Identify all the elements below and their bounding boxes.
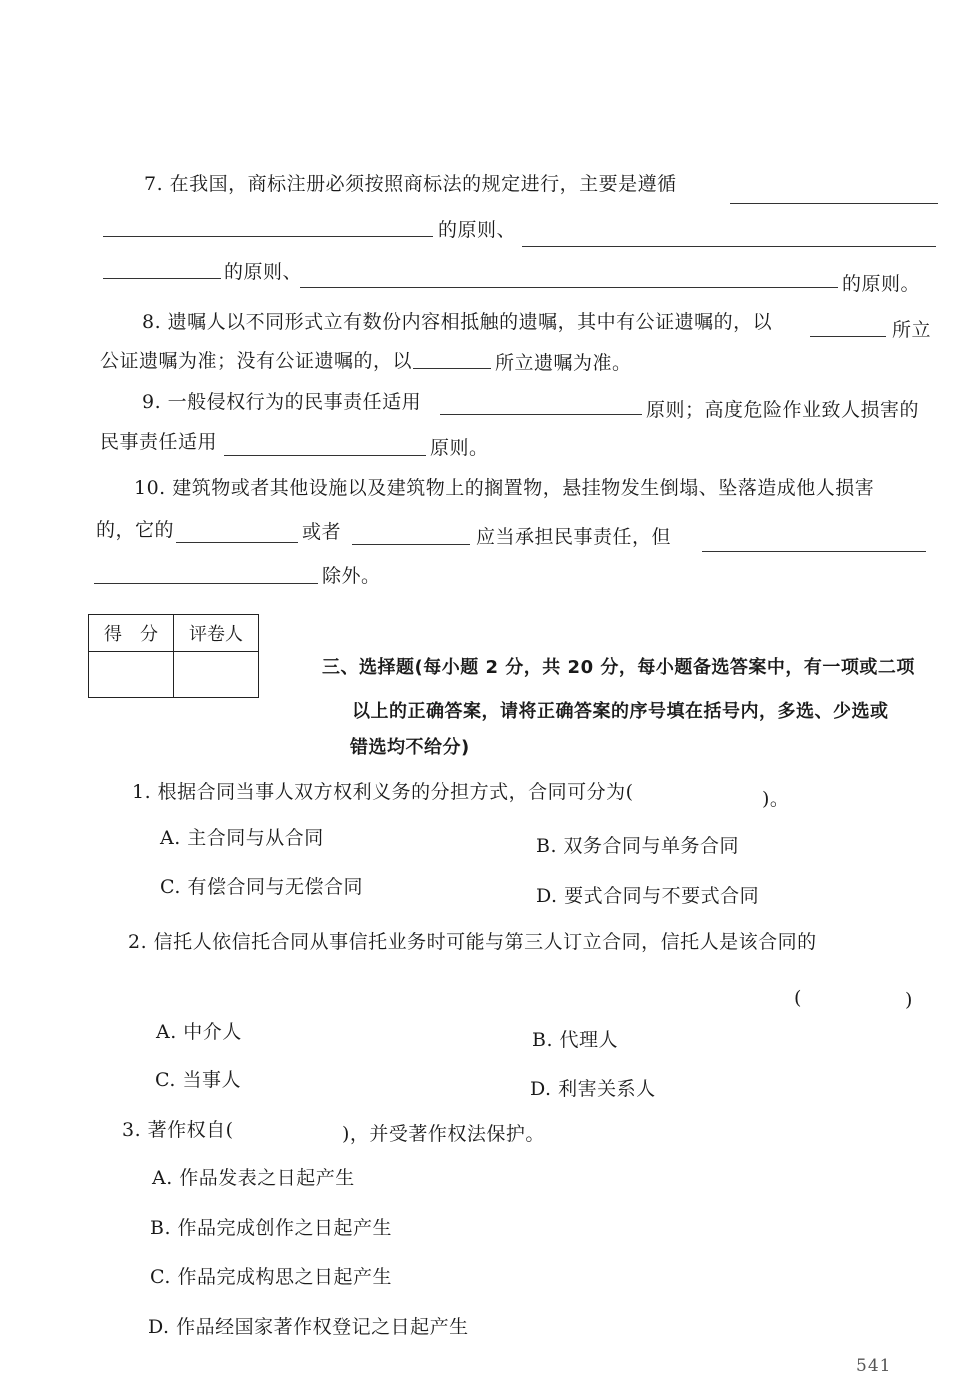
q8-line1: 8. 遗嘱人以不同形式立有数份内容相抵触的遗嘱，其中有公证遗嘱的，以 (142, 311, 773, 333)
q7-line3-end: 的原则。 (842, 273, 921, 295)
choice-q1-option-b[interactable]: B. 双务合同与单务合同 (536, 835, 740, 857)
choice-q1-option-c[interactable]: C. 有偿合同与无偿合同 (160, 876, 363, 898)
section3-heading-line3: 错选均不给分) (350, 737, 470, 758)
choice-q3-option-a[interactable]: A. 作品发表之日起产生 (152, 1167, 355, 1189)
q8-line1-end: 所立 (892, 319, 932, 341)
q7-line2-text: 的原则、 (438, 219, 517, 241)
q10-blank-3[interactable] (702, 551, 926, 552)
choice-q3-stem: 3. 著作权自( (122, 1119, 234, 1141)
choice-q3-option-b[interactable]: B. 作品完成创作之日起产生 (150, 1217, 393, 1239)
choice-q2-option-b[interactable]: B. 代理人 (532, 1029, 619, 1051)
choice-q1-option-d[interactable]: D. 要式合同与不要式合同 (536, 885, 760, 907)
grader-label: 评卷人 (174, 615, 259, 652)
q10-blank-4[interactable] (94, 583, 318, 584)
q7-blank-3[interactable] (522, 246, 936, 247)
choice-q3-option-d[interactable]: D. 作品经国家著作权登记之日起产生 (148, 1316, 469, 1338)
choice-q2-open: ( (794, 987, 802, 1009)
choice-q2-option-a[interactable]: A. 中介人 (156, 1021, 242, 1043)
q9-line2: 民事责任适用 (100, 431, 218, 453)
page-number: 541 (856, 1356, 892, 1376)
score-box (88, 614, 259, 698)
q7-blank-2[interactable] (103, 236, 433, 237)
q7-line1: 7. 在我国，商标注册必须按照商标法的规定进行，主要是遵循 (144, 173, 677, 195)
choice-q2-stem: 2. 信托人依信托合同从事信托业务时可能与第三人订立合同，信托人是该合同的 (128, 931, 817, 953)
q10-line2-a: 的，它的 (96, 519, 175, 541)
q7-blank-1[interactable] (730, 203, 938, 204)
grader-cell[interactable] (174, 652, 259, 698)
choice-q2-option-c[interactable]: C. 当事人 (155, 1069, 241, 1091)
q10-blank-1[interactable] (176, 542, 298, 543)
choice-q1-stem: 1. 根据合同当事人双方权利义务的分担方式，合同可分为( (132, 781, 634, 803)
q9-line1-end: 原则；高度危险作业致人损害的 (646, 399, 920, 421)
choice-q1-option-a[interactable]: A. 主合同与从合同 (160, 827, 324, 849)
choice-q2-close: ) (905, 989, 913, 1011)
q7-line3-text: 的原则、 (224, 261, 303, 283)
q9-line1: 9. 一般侵权行为的民事责任适用 (142, 391, 422, 413)
choice-q1-close: )。 (762, 788, 790, 810)
q10-line1: 10. 建筑物或者其他设施以及建筑物上的搁置物，悬挂物发生倒塌、坠落造成他人损害 (134, 477, 875, 499)
choice-q3-rest: )，并受著作权法保护。 (342, 1123, 545, 1145)
q9-blank-1[interactable] (440, 414, 642, 415)
q7-blank-4[interactable] (103, 278, 221, 279)
q9-blank-2[interactable] (224, 455, 426, 456)
q8-line2: 公证遗嘱为准；没有公证遗嘱的，以 (100, 350, 413, 372)
q10-blank-2[interactable] (352, 544, 470, 545)
section3-heading-line1: 三、选择题(每小题 2 分，共 20 分，每小题备选答案中，有一项或二项 (322, 657, 915, 678)
q7-blank-5[interactable] (300, 287, 838, 288)
score-cell[interactable] (89, 652, 174, 698)
q10-line2-b: 或者 (302, 521, 342, 543)
q8-blank-1[interactable] (810, 336, 886, 337)
q8-line2-end: 所立遗嘱为准。 (495, 352, 632, 374)
choice-q2-option-d[interactable]: D. 利害关系人 (530, 1078, 656, 1100)
score-label: 得 分 (89, 615, 174, 652)
q10-line2-c: 应当承担民事责任，但 (476, 526, 672, 548)
choice-q3-option-c[interactable]: C. 作品完成构思之日起产生 (150, 1266, 392, 1288)
section3-heading-line2: 以上的正确答案，请将正确答案的序号填在括号内，多选、少选或 (352, 701, 889, 722)
q10-line3-end: 除外。 (322, 565, 381, 587)
q9-line2-end: 原则。 (430, 437, 489, 459)
q8-blank-2[interactable] (413, 368, 491, 369)
